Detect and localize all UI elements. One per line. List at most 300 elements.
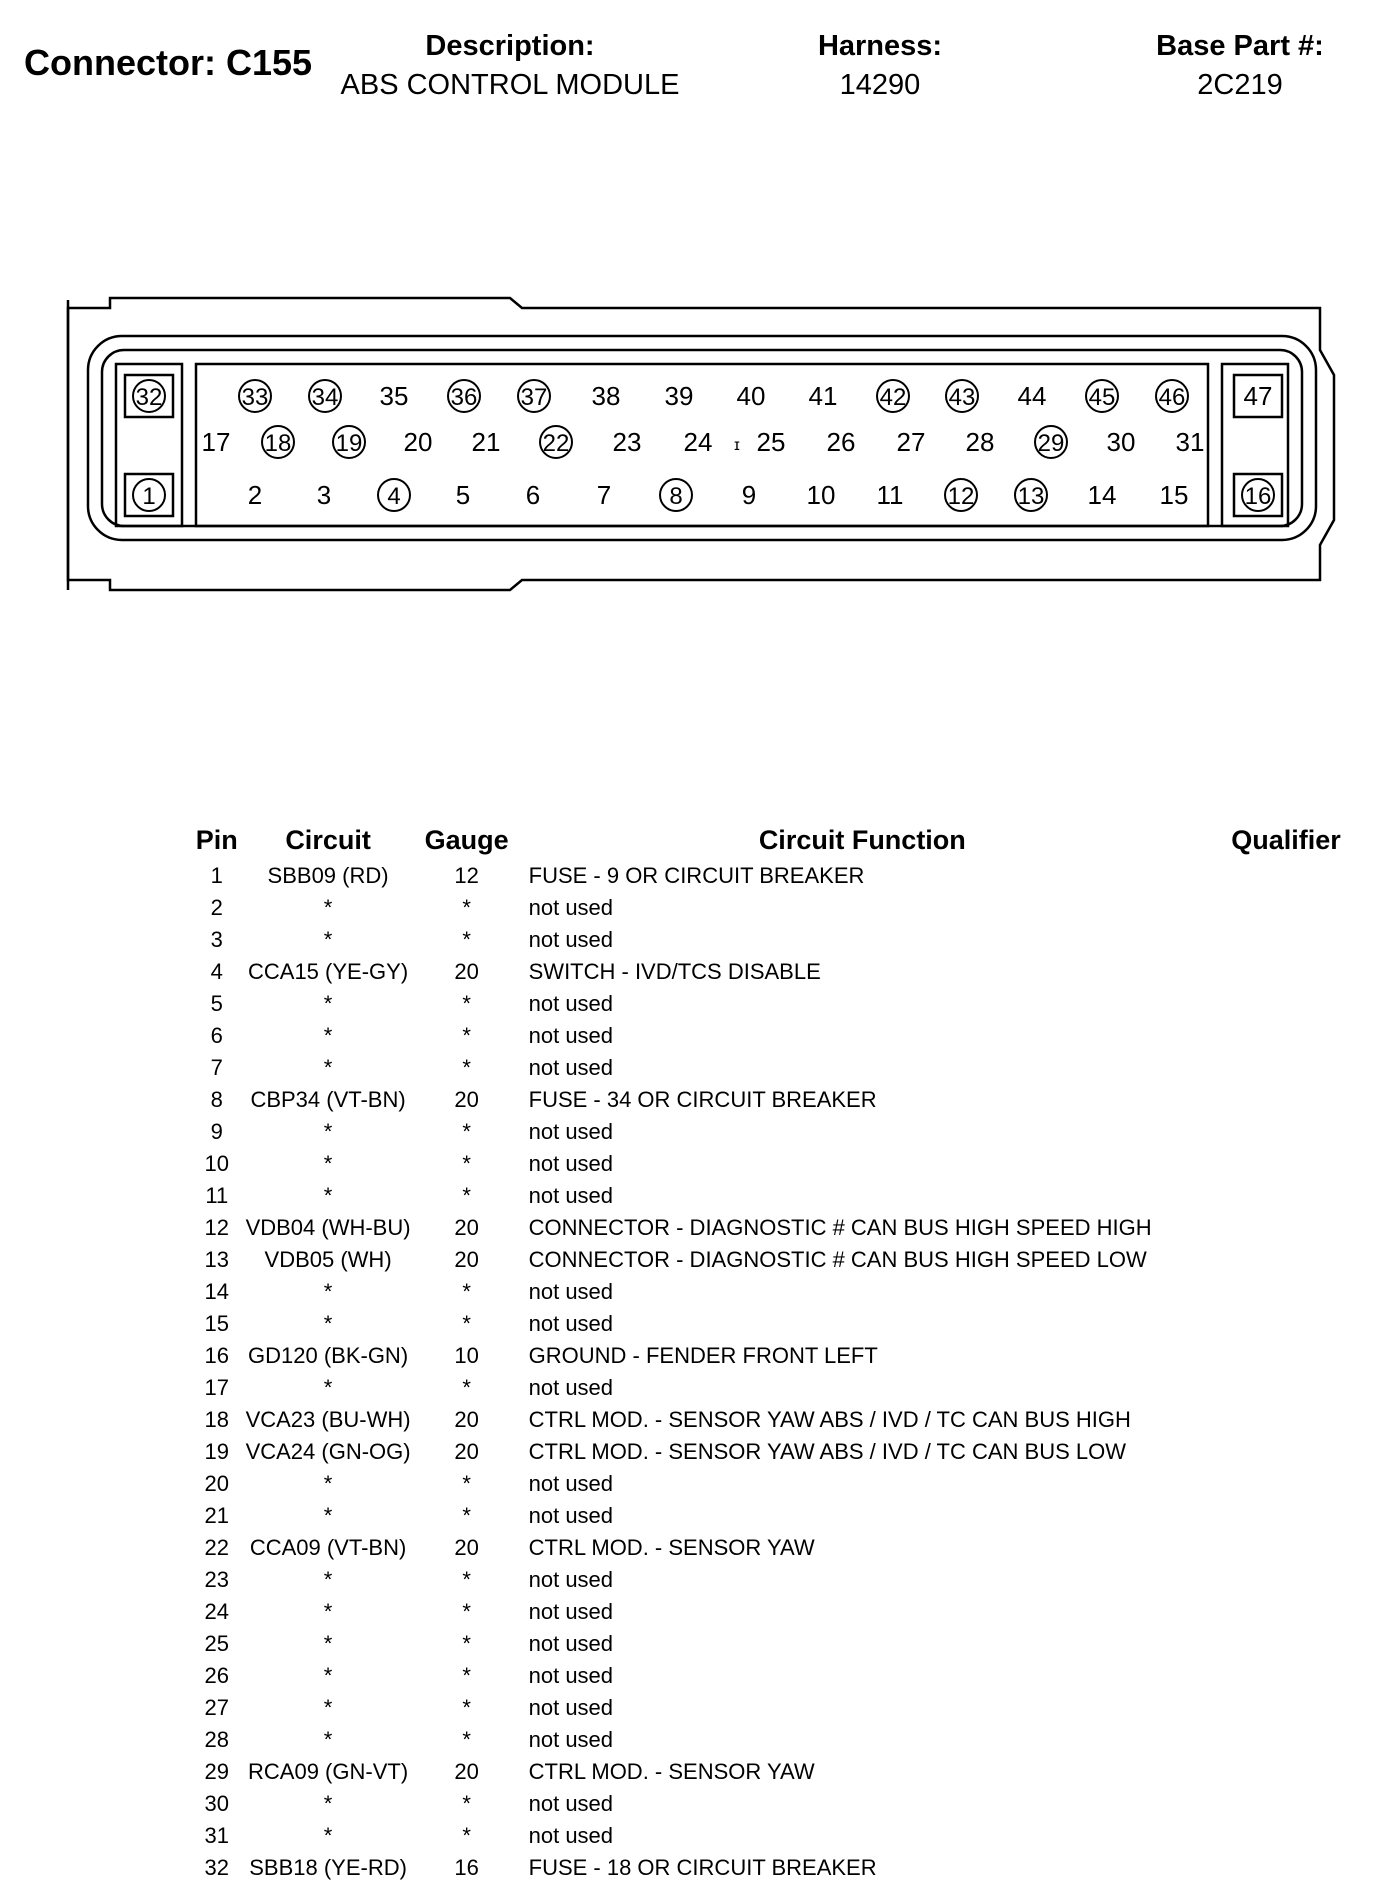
pin-36 — [448, 380, 480, 412]
pin-15 — [1160, 480, 1189, 510]
table-row — [188, 1820, 1376, 1852]
pin-22 — [540, 426, 572, 458]
row-circuit-function: not used — [528, 1311, 614, 1336]
row-circuit: * — [323, 895, 333, 920]
pin-number: 20 — [403, 427, 433, 457]
pin-19 — [333, 426, 365, 458]
table-row — [188, 1468, 1376, 1500]
row-gauge: * — [462, 1663, 471, 1688]
pin-42 — [877, 380, 909, 412]
pin-number: 32 — [135, 384, 163, 411]
pin-number: 17 — [201, 427, 231, 457]
row-circuit: * — [323, 1471, 333, 1496]
pin-38 — [592, 381, 621, 411]
row-circuit-function: not used — [528, 1631, 614, 1656]
header-pin: Pin — [195, 824, 238, 855]
pin-39 — [665, 381, 694, 411]
row-pin: 11 — [205, 1183, 229, 1208]
row-gauge: * — [462, 1055, 471, 1080]
table-row — [188, 1628, 1376, 1660]
header-circuit: Circuit — [285, 824, 371, 855]
row-qualifier — [1196, 924, 1376, 956]
pin-number: 15 — [1159, 480, 1189, 510]
pin-number: 42 — [879, 384, 907, 411]
pin-25 — [757, 427, 786, 457]
row-circuit-function: not used — [528, 1151, 614, 1176]
pin-44 — [1018, 381, 1047, 411]
pin-29 — [1035, 426, 1067, 458]
table-row — [188, 924, 1376, 956]
pin-17 — [202, 427, 231, 457]
row-gauge: 20 — [454, 1087, 479, 1112]
row-qualifier — [1196, 1372, 1376, 1404]
row-circuit: * — [323, 927, 333, 952]
row-circuit: CCA09 (VT-BN) — [249, 1535, 407, 1560]
row-circuit-function: not used — [528, 1567, 614, 1592]
pin-number: 9 — [741, 480, 757, 510]
pin-number: 28 — [965, 427, 995, 457]
row-pin: 13 — [204, 1247, 230, 1272]
row-gauge: 20 — [454, 1535, 479, 1560]
pin-18 — [262, 426, 294, 458]
row-gauge: 20 — [454, 1215, 479, 1240]
row-qualifier — [1196, 1724, 1376, 1756]
row-gauge: * — [462, 1471, 471, 1496]
row-qualifier — [1196, 1436, 1376, 1468]
row-qualifier — [1196, 1532, 1376, 1564]
table-row — [188, 1692, 1376, 1724]
row-qualifier — [1196, 860, 1376, 892]
pin-32 — [125, 375, 173, 417]
table-row — [188, 1276, 1376, 1308]
row-pin: 18 — [204, 1407, 230, 1432]
pin-number: 45 — [1088, 384, 1116, 411]
row-gauge: * — [462, 1631, 471, 1656]
harness-value: 14290 — [839, 69, 921, 101]
row-gauge: * — [462, 1023, 471, 1048]
base-part-value: 2C219 — [1197, 69, 1283, 101]
row-circuit: * — [323, 1183, 333, 1208]
pin-number: 3 — [316, 480, 332, 510]
pin-23 — [613, 427, 642, 457]
header-gauge: Gauge — [424, 824, 509, 855]
row-qualifier — [1196, 1404, 1376, 1436]
row-pin: 10 — [204, 1151, 230, 1176]
table-row — [188, 1020, 1376, 1052]
row-qualifier — [1196, 1052, 1376, 1084]
row-circuit-function: not used — [528, 1471, 614, 1496]
pin-number: 27 — [896, 427, 926, 457]
pin-8 — [660, 479, 692, 511]
pin-number: 43 — [948, 384, 976, 411]
row-pin: 21 — [204, 1503, 230, 1528]
table-row — [188, 988, 1376, 1020]
table-row — [188, 1212, 1376, 1244]
row-qualifier — [1196, 892, 1376, 924]
base-part-label: Base Part #: — [1156, 30, 1324, 62]
row-qualifier — [1196, 956, 1376, 988]
pin-number: 33 — [241, 384, 269, 411]
row-pin: 27 — [204, 1695, 230, 1720]
row-qualifier — [1196, 1308, 1376, 1340]
row-pin: 22 — [204, 1535, 230, 1560]
pin-21 — [472, 427, 501, 457]
row-gauge: * — [462, 1375, 471, 1400]
row-pin: 4 — [210, 959, 223, 984]
row-circuit: * — [323, 1311, 333, 1336]
pin-5 — [456, 480, 470, 510]
pin-number: 30 — [1106, 427, 1136, 457]
table-row — [188, 1564, 1376, 1596]
pin-45 — [1086, 380, 1118, 412]
row-gauge: * — [462, 1119, 471, 1144]
pin-number: 46 — [1158, 384, 1186, 411]
row-circuit-function: FUSE - 34 OR CIRCUIT BREAKER — [528, 1087, 877, 1112]
row-qualifier — [1196, 1820, 1376, 1852]
table-row — [188, 1340, 1376, 1372]
header-qualifier: Qualifier — [1231, 824, 1341, 855]
pin-30 — [1107, 427, 1136, 457]
row-gauge: * — [462, 1695, 471, 1720]
row-circuit: * — [323, 1503, 333, 1528]
row-pin: 29 — [204, 1759, 230, 1784]
row-gauge: * — [462, 1791, 471, 1816]
table-row — [188, 1788, 1376, 1820]
row-gauge: * — [462, 1567, 471, 1592]
pin-number: 4 — [387, 483, 401, 510]
pin-9 — [742, 480, 756, 510]
table-row — [188, 1180, 1376, 1212]
row-qualifier — [1196, 1212, 1376, 1244]
table-row — [188, 1756, 1376, 1788]
pin-7 — [597, 480, 611, 510]
row-circuit: RCA09 (GN-VT) — [248, 1759, 409, 1784]
row-qualifier — [1196, 1340, 1376, 1372]
row-qualifier — [1196, 1596, 1376, 1628]
row-circuit-function: not used — [528, 1727, 614, 1752]
row-circuit: VCA24 (GN-OG) — [245, 1439, 411, 1464]
row-qualifier — [1196, 1276, 1376, 1308]
pin-16 — [1234, 474, 1282, 516]
row-circuit: CCA15 (YE-GY) — [248, 959, 409, 984]
pin-number: 18 — [264, 430, 292, 457]
table-row — [188, 956, 1376, 988]
row-pin: 28 — [204, 1727, 230, 1752]
row-circuit-function: FUSE - 18 OR CIRCUIT BREAKER — [528, 1855, 877, 1880]
row-qualifier — [1196, 1180, 1376, 1212]
row-circuit: * — [323, 1151, 333, 1176]
row-circuit-function: not used — [528, 1791, 614, 1816]
row-qualifier — [1196, 1660, 1376, 1692]
row-circuit: * — [323, 1119, 333, 1144]
row-circuit: * — [323, 1279, 333, 1304]
pin-number: 34 — [311, 384, 339, 411]
row-circuit-function: not used — [528, 991, 614, 1016]
pin-24 — [684, 427, 713, 457]
row-gauge: 16 — [454, 1855, 479, 1880]
pin-number: 7 — [596, 480, 612, 510]
pin-number: 19 — [335, 430, 363, 457]
row-circuit-function: FUSE - 9 OR CIRCUIT BREAKER — [528, 863, 865, 888]
pin-number: 11 — [876, 480, 904, 510]
row-pin: 20 — [204, 1471, 230, 1496]
row-gauge: * — [462, 1183, 471, 1208]
row-circuit-function: CTRL MOD. - SENSOR YAW — [528, 1535, 815, 1560]
pin-27 — [897, 427, 926, 457]
row-gauge: * — [462, 1151, 471, 1176]
table-row — [188, 1660, 1376, 1692]
row-qualifier — [1196, 1628, 1376, 1660]
pin-2 — [248, 480, 262, 510]
connector-label: Connector: — [24, 42, 216, 83]
row-gauge: * — [462, 1503, 471, 1528]
pin-31 — [1176, 427, 1205, 457]
row-qualifier — [1196, 988, 1376, 1020]
row-pin: 9 — [210, 1119, 223, 1144]
row-circuit: * — [323, 1055, 333, 1080]
pin-41 — [809, 381, 838, 411]
row-circuit: * — [323, 1023, 333, 1048]
row-pin: 30 — [204, 1791, 230, 1816]
row-circuit: * — [323, 1695, 333, 1720]
row-circuit-function: not used — [528, 1695, 614, 1720]
connector-face-diagram — [0, 0, 1376, 620]
pin-37 — [518, 380, 550, 412]
pin-13 — [1015, 479, 1047, 511]
row-circuit: SBB09 (RD) — [267, 863, 389, 888]
table-row — [188, 1852, 1376, 1884]
table-row — [188, 1116, 1376, 1148]
pin-number: 23 — [612, 427, 642, 457]
pin-number: 21 — [471, 427, 501, 457]
row-circuit: * — [323, 1727, 333, 1752]
pin-number: 24 — [683, 427, 713, 457]
pin-number: 16 — [1244, 483, 1272, 510]
row-qualifier — [1196, 1116, 1376, 1148]
row-circuit-function: CTRL MOD. - SENSOR YAW ABS / IVD / TC CAN BUS LOW — [528, 1439, 1126, 1464]
row-circuit-function: not used — [528, 1279, 614, 1304]
row-gauge: * — [462, 1279, 471, 1304]
pin-14 — [1088, 480, 1117, 510]
row-qualifier — [1196, 1564, 1376, 1596]
pin-number: 37 — [520, 384, 548, 411]
row-circuit-function: not used — [528, 895, 614, 920]
row-circuit-function: GROUND - FENDER FRONT LEFT — [528, 1343, 878, 1368]
row-gauge: * — [462, 1823, 471, 1848]
pin-number: 35 — [379, 381, 409, 411]
row-circuit-function: not used — [528, 1375, 614, 1400]
row-qualifier — [1196, 1852, 1376, 1884]
row-pin: 19 — [204, 1439, 230, 1464]
row-circuit: * — [323, 1823, 333, 1848]
row-qualifier — [1196, 1788, 1376, 1820]
pin-marker-symbol: ɪ — [734, 437, 740, 454]
row-pin: 5 — [210, 991, 223, 1016]
pin-20 — [404, 427, 433, 457]
row-pin: 12 — [204, 1215, 230, 1240]
row-pin: 15 — [204, 1311, 230, 1336]
pin-28 — [966, 427, 995, 457]
pin-number: 22 — [542, 430, 570, 457]
pin-number: 40 — [736, 381, 766, 411]
row-pin: 25 — [204, 1631, 230, 1656]
row-qualifier — [1196, 1756, 1376, 1788]
row-gauge: 20 — [454, 1759, 479, 1784]
table-row — [188, 1596, 1376, 1628]
pin-number: 29 — [1037, 430, 1065, 457]
pin-number: 5 — [455, 480, 471, 510]
pin-numbers — [125, 375, 1282, 516]
row-circuit: * — [323, 1631, 333, 1656]
row-qualifier — [1196, 1244, 1376, 1276]
row-circuit-function: not used — [528, 1503, 614, 1528]
row-circuit: VDB04 (WH-BU) — [245, 1215, 411, 1240]
row-circuit-function: not used — [528, 1183, 614, 1208]
table-row — [188, 892, 1376, 924]
row-circuit: CBP34 (VT-BN) — [250, 1087, 406, 1112]
row-gauge: * — [462, 1311, 471, 1336]
pin-12 — [945, 479, 977, 511]
pin-3 — [317, 480, 331, 510]
pin-34 — [309, 380, 341, 412]
row-pin: 14 — [204, 1279, 230, 1304]
row-circuit-function: CONNECTOR - DIAGNOSTIC # CAN BUS HIGH SPEED LOW — [528, 1247, 1147, 1272]
pin-35 — [380, 381, 409, 411]
row-circuit-function: CONNECTOR - DIAGNOSTIC # CAN BUS HIGH SPEED HIGH — [528, 1215, 1152, 1240]
pin-47 — [1234, 375, 1282, 417]
row-circuit: VCA23 (BU-WH) — [245, 1407, 411, 1432]
row-circuit: SBB18 (YE-RD) — [249, 1855, 407, 1880]
pin-33 — [239, 380, 271, 412]
row-pin: 17 — [204, 1375, 230, 1400]
row-circuit-function: CTRL MOD. - SENSOR YAW ABS / IVD / TC CAN BUS HIGH — [528, 1407, 1131, 1432]
pin-number: 12 — [947, 483, 975, 510]
row-circuit-function: not used — [528, 1055, 614, 1080]
pin-43 — [946, 380, 978, 412]
row-gauge: * — [462, 1727, 471, 1752]
pin-number: 1 — [142, 483, 156, 510]
row-pin: 1 — [210, 863, 223, 888]
pin-number: 31 — [1175, 427, 1205, 457]
harness-label: Harness: — [817, 30, 943, 62]
row-gauge: 10 — [454, 1343, 479, 1368]
table-row — [188, 1404, 1376, 1436]
description-value: ABS CONTROL MODULE — [340, 69, 680, 101]
row-circuit: * — [323, 1599, 333, 1624]
row-circuit: * — [323, 991, 333, 1016]
row-pin: 31 — [204, 1823, 230, 1848]
pin-number: 26 — [826, 427, 856, 457]
row-pin: 3 — [210, 927, 223, 952]
row-pin: 7 — [210, 1055, 223, 1080]
pin-number: 41 — [808, 381, 838, 411]
row-qualifier — [1196, 1084, 1376, 1116]
pin-number: 44 — [1017, 381, 1047, 411]
row-circuit: GD120 (BK-GN) — [248, 1343, 409, 1368]
table-row — [188, 1436, 1376, 1468]
row-circuit-function: not used — [528, 1023, 614, 1048]
row-gauge: * — [462, 927, 471, 952]
row-gauge: 20 — [454, 1407, 479, 1432]
row-gauge: * — [462, 991, 471, 1016]
pin-6 — [526, 480, 540, 510]
row-pin: 2 — [210, 895, 223, 920]
pin-10 — [807, 480, 836, 510]
row-circuit: * — [323, 1375, 333, 1400]
pin-table — [188, 820, 1376, 1884]
pin-4 — [378, 479, 410, 511]
pin-46 — [1156, 380, 1188, 412]
table-row — [188, 1148, 1376, 1180]
row-qualifier — [1196, 1468, 1376, 1500]
row-gauge: 20 — [454, 1247, 479, 1272]
row-gauge: 20 — [454, 959, 479, 984]
row-pin: 32 — [204, 1855, 230, 1880]
table-row — [188, 1308, 1376, 1340]
row-circuit-function: not used — [528, 1663, 614, 1688]
header-circuit-function: Circuit Function — [758, 824, 966, 855]
row-circuit-function: not used — [528, 1823, 614, 1848]
row-gauge: * — [462, 1599, 471, 1624]
row-pin: 6 — [210, 1023, 223, 1048]
description-label: Description: — [425, 30, 595, 62]
connector-id: C155 — [226, 42, 313, 83]
row-qualifier — [1196, 1692, 1376, 1724]
table-row — [188, 1244, 1376, 1276]
row-circuit-function: not used — [528, 927, 614, 952]
row-circuit-function: SWITCH - IVD/TCS DISABLE — [528, 959, 821, 984]
pin-number: 36 — [450, 384, 478, 411]
row-qualifier — [1196, 1148, 1376, 1180]
pin-number: 13 — [1017, 483, 1045, 510]
row-pin: 26 — [204, 1663, 230, 1688]
table-header-row — [188, 820, 1376, 860]
pin-number: 2 — [247, 480, 263, 510]
table-row — [188, 1084, 1376, 1116]
row-gauge: 12 — [454, 863, 479, 888]
pin-1 — [125, 474, 173, 516]
pin-number: 38 — [591, 381, 621, 411]
table-row — [188, 1724, 1376, 1756]
pin-number: 14 — [1087, 480, 1117, 510]
row-gauge: * — [462, 895, 471, 920]
table-row — [188, 1372, 1376, 1404]
row-gauge: 20 — [454, 1439, 479, 1464]
row-circuit: * — [323, 1567, 333, 1592]
pin-40 — [737, 381, 766, 411]
row-circuit: VDB05 (WH) — [264, 1247, 392, 1272]
pin-number: 8 — [669, 483, 683, 510]
row-qualifier — [1196, 1500, 1376, 1532]
table-row — [188, 1052, 1376, 1084]
row-circuit-function: not used — [528, 1119, 614, 1144]
table-row — [188, 1532, 1376, 1564]
table-row — [188, 1500, 1376, 1532]
row-pin: 24 — [204, 1599, 230, 1624]
pin-11 — [877, 480, 904, 510]
pin-number: 25 — [756, 427, 786, 457]
row-pin: 23 — [204, 1567, 230, 1592]
table-row — [188, 860, 1376, 892]
pin-number: 10 — [806, 480, 836, 510]
row-circuit: * — [323, 1663, 333, 1688]
row-circuit-function: not used — [528, 1599, 614, 1624]
row-pin: 16 — [204, 1343, 230, 1368]
pin-26 — [827, 427, 856, 457]
row-pin: 8 — [210, 1087, 223, 1112]
row-circuit-function: CTRL MOD. - SENSOR YAW — [528, 1759, 815, 1784]
pin-number: 39 — [664, 381, 694, 411]
